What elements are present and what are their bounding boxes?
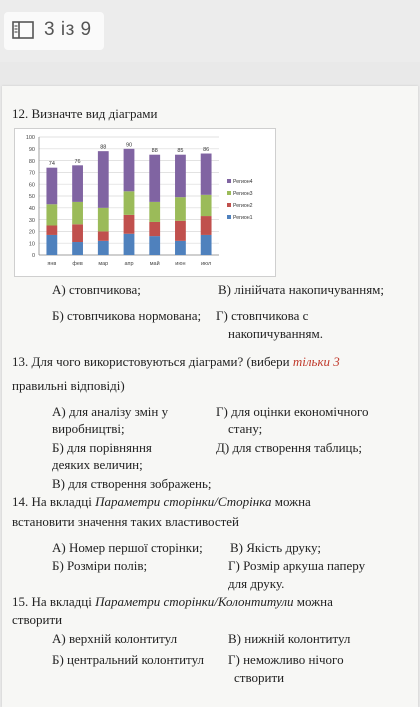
q14-option-g-line1: Г) Розмір аркуша паперу	[228, 558, 366, 573]
x-tick-label: июн	[175, 261, 186, 267]
q14-option-b: Б) Розміри полів;	[52, 558, 148, 573]
bar-segment	[175, 221, 186, 241]
q15-title-line2: створити	[12, 612, 63, 627]
q12-option-g-line2: накопичуванням.	[228, 326, 323, 341]
legend-swatch	[227, 191, 231, 195]
q13-option-v: В) для створення зображень;	[52, 476, 212, 491]
q13-title-line2: правильні відповіді)	[12, 378, 125, 393]
bar-segment	[98, 231, 109, 240]
bar-segment	[149, 202, 160, 222]
q13-option-b-line2: деяких величин;	[52, 457, 143, 472]
x-tick-label: янв	[47, 261, 57, 267]
bar-segment	[98, 241, 109, 255]
bar-segment	[124, 191, 135, 215]
bar-total-label: 74	[48, 161, 55, 168]
bar-segment	[124, 149, 135, 191]
y-tick-label: 80	[28, 158, 35, 165]
q14-title-line2: встановити значення таких властивостей	[12, 514, 239, 529]
q13-option-b-line1: Б) для порівняння	[52, 440, 152, 455]
bar-total-label: 90	[125, 142, 133, 149]
q15-option-v: В) нижній колонтитул	[228, 631, 351, 646]
q13-option-a-line1: А) для аналізу змін у	[52, 404, 169, 419]
q14-option-g-line2: для друку.	[228, 576, 285, 591]
q13-title-text: 13. Для чого використовуються діаграми? (вибери	[12, 354, 290, 369]
y-tick-label: 70	[28, 170, 35, 177]
bar-segment	[72, 242, 83, 255]
q12-title: 12. Визначте вид діаграми	[12, 106, 158, 121]
bar-segment	[98, 208, 109, 232]
q13-option-a-line2: виробництві;	[52, 421, 125, 436]
bar-segment	[201, 154, 212, 195]
q15-option-a: А) верхній колонтитул	[52, 631, 178, 646]
q15-option-g-line1: Г) неможливо нічого	[228, 652, 344, 667]
legend-label: Регион3	[233, 191, 253, 197]
chart-svg	[15, 129, 275, 276]
x-tick-label: фев	[72, 261, 83, 267]
bar-total-label: 76	[74, 158, 81, 165]
bar-segment	[46, 204, 57, 225]
y-tick-label: 30	[28, 217, 35, 224]
bar-segment	[175, 197, 186, 221]
y-tick-label: 0	[31, 253, 35, 260]
bar-segment	[124, 215, 135, 234]
q12-option-a: А) стовпчикова;	[52, 282, 141, 297]
bar-segment	[46, 226, 57, 235]
q15-option-b: Б) центральний колонтитул	[52, 652, 204, 667]
bar-total-label: 85	[177, 148, 184, 155]
bar-segment	[149, 222, 160, 236]
q13-option-d: Д) для створення таблиць;	[216, 440, 363, 455]
page-counter[interactable]	[4, 12, 104, 50]
y-tick-label: 40	[28, 206, 35, 212]
bar-total-label: 86	[203, 147, 210, 154]
q15-title-start: 15. На вкладці	[12, 594, 92, 609]
bar-segment	[72, 202, 83, 224]
q13-title-emphasis: тільки 3	[292, 354, 340, 369]
bar-total-label: 88	[151, 148, 158, 155]
legend-label: Регион1	[233, 215, 253, 221]
q15-title-end: можна	[296, 594, 333, 609]
bar-segment	[201, 235, 212, 255]
y-tick-label: 90	[28, 147, 35, 153]
q14-option-a: А) Номер першої сторінки;	[52, 540, 203, 555]
legend-label: Регион2	[233, 203, 253, 209]
legend-swatch	[227, 179, 231, 183]
y-tick-label: 60	[28, 182, 35, 189]
q15-option-g-line2: створити	[234, 670, 285, 685]
q14-title-start: 14. На вкладці	[12, 494, 92, 509]
y-tick-label: 100	[25, 135, 35, 142]
q14-title-end: можна	[274, 494, 311, 509]
x-tick-label: апр	[124, 261, 134, 267]
y-tick-label: 20	[28, 229, 35, 236]
q13-option-g-line2: стану;	[228, 421, 263, 436]
q12-option-g-line1: Г) стовпчикова с	[216, 308, 309, 323]
document-page	[2, 86, 418, 707]
bar-segment	[175, 155, 186, 197]
viewer-toolbar	[0, 0, 420, 62]
legend-label: Регион4	[233, 179, 253, 185]
q15-title-line1	[12, 594, 333, 609]
x-tick-label: июл	[200, 261, 212, 267]
q13-title-line1	[12, 354, 340, 369]
bar-segment	[175, 241, 186, 255]
bar-segment	[46, 235, 57, 255]
x-tick-label: май	[149, 261, 160, 267]
q14-option-v: В) Якість друку;	[230, 540, 321, 555]
q14-title-path: Параметри сторінки/Сторінка	[95, 494, 272, 509]
q14-title-line1	[12, 494, 311, 509]
bar-segment	[72, 165, 83, 202]
bar-segment	[149, 236, 160, 255]
x-tick-label: мар	[98, 261, 109, 267]
bar-segment	[201, 195, 212, 216]
pages-icon	[12, 21, 34, 39]
q13-option-g-line1: Г) для оцінки економічного	[216, 404, 369, 419]
bar-segment	[46, 168, 57, 205]
y-tick-label: 50	[28, 194, 35, 201]
legend-swatch	[227, 215, 231, 219]
stacked-bar-chart	[14, 128, 276, 277]
bar-segment	[201, 216, 212, 235]
bar-segment	[98, 151, 109, 208]
bar-segment	[124, 234, 135, 255]
bar-segment	[149, 155, 160, 202]
q12-option-b: Б) стовпчикова нормована;	[52, 308, 202, 323]
bar-segment	[72, 224, 83, 242]
q15-title-path: Параметри сторінки/Колонтитули	[95, 594, 294, 609]
q12-option-v: В) лінійчата накопичуванням;	[218, 282, 385, 297]
y-tick-label: 10	[28, 241, 35, 248]
legend-swatch	[227, 203, 231, 207]
page-counter-label: 3 із 9	[44, 19, 92, 40]
bar-total-label: 88	[100, 144, 107, 151]
